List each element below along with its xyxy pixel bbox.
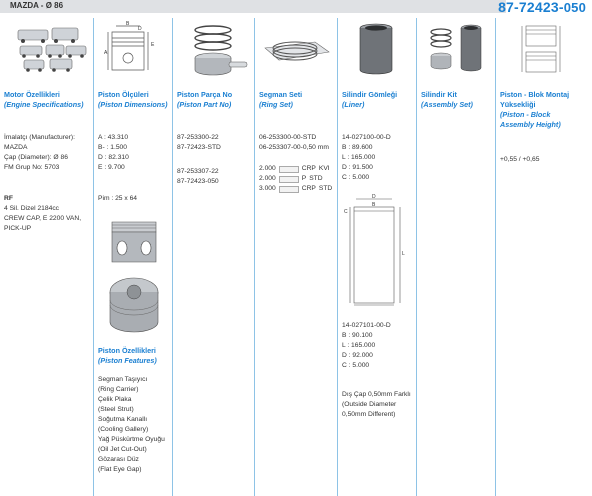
- vehicles-image: [0, 18, 93, 80]
- assembly-heading: Piston - Blok Montaj Yüksekliği (Piston - Block Assembly Height): [500, 90, 570, 129]
- assembly-set-image: [417, 18, 495, 80]
- diagram-label-a: A: [104, 50, 108, 56]
- liner-column: [338, 18, 417, 496]
- dimensions-values: A : 43.310 B- : 1.500 D : 82.310 E : 9.700: [98, 134, 129, 171]
- dimensions-heading: Piston Ölçüleri (Piston Dimensions): [98, 90, 168, 109]
- engine-code-info: RF 4 Sil. Dizel 2184cc CREW CAP, E 2200 VAN, PICK-UP: [4, 195, 82, 232]
- liner-label-b: B: [372, 202, 376, 208]
- ring-set-image: [255, 18, 337, 80]
- top-bar: [0, 0, 592, 18]
- kit-heading: Silindir Kit (Assembly Set): [421, 90, 473, 109]
- part-no-group-1: 87-253300-22 87-72423-STD: [177, 134, 221, 151]
- part-no-heading: Piston Parça No (Piston Part No): [177, 90, 233, 109]
- block-assembly-image: [496, 18, 592, 80]
- liner-image: [338, 18, 416, 80]
- diagram-label-b: B: [126, 21, 130, 27]
- liner-heading: Silindir Gömleği (Liner): [342, 90, 398, 109]
- ring-list: [259, 164, 335, 194]
- engine-column: [0, 18, 94, 496]
- features-list: Segman Taşıyıcı (Ring Carrier) Çelik Plaka (Steel Strut) Soğutma Kanallı (Cooling Gallery) Yağ Püskürtme Oyuğu (Oil Jet Cut-Out) Gözarası Düz (Flat Eye Gap): [98, 376, 165, 473]
- piston-top-image: [108, 272, 160, 334]
- ring-row: 2.000 P STD: [259, 175, 323, 182]
- diagram-label-e: E: [151, 42, 155, 48]
- piston-dimension-diagram: [94, 18, 172, 80]
- dimensions-column: [94, 18, 173, 496]
- assembly-height-value: +0,55 / +0,65: [500, 156, 540, 163]
- liner-label-c: C: [344, 209, 348, 215]
- ring-set-column: [255, 18, 338, 496]
- piston-rings-image: [173, 18, 254, 80]
- diagram-label-d: D: [138, 26, 142, 32]
- part-code-main: 87-72423-: [498, 0, 564, 15]
- liner-diagram: [342, 193, 412, 313]
- engine-info: İmalatçı (Manufacturer): MAZDA Çap (Diameter): Ø 86 FM Grup No: 5703: [4, 134, 75, 171]
- features-heading: Piston Özellikleri (Piston Features): [98, 346, 157, 365]
- ring-row: 3.000 CRP STD: [259, 185, 333, 192]
- liner-label-l: L: [402, 251, 405, 257]
- liner-set-2: 14-027101-00-D B : 90.100 L : 165.000 D : 92.000 C : 5.000: [342, 322, 391, 369]
- part-no-column: [173, 18, 255, 496]
- liner-set-1: 14-027100-00-D B : 89.600 L : 165.000 D : 91.500 C : 5.000: [342, 134, 391, 181]
- liner-label-d: D: [372, 194, 376, 200]
- part-code-suffix: 050: [563, 0, 586, 15]
- engine-heading: Motor Özellikleri (Engine Specifications): [4, 90, 84, 109]
- title-bar: [0, 0, 506, 13]
- page-title: MAZDA - Ø 86: [10, 1, 64, 10]
- ring-row: 2.000 CRP KVI: [259, 165, 330, 172]
- part-code: [498, 0, 586, 15]
- ring-set-codes: 06-253300-00-STD 06-253307-00-0,50 mm: [259, 134, 329, 151]
- pin-size: Pim : 25 x 64: [98, 195, 138, 202]
- ring-set-heading: Segman Seti (Ring Set): [259, 90, 303, 109]
- piston-side-image: [108, 218, 160, 266]
- liner-note: Dış Çap 0,50mm Farklı (Outside Diameter 0,50mm Different): [342, 391, 411, 418]
- assembly-height-column: [496, 18, 592, 496]
- part-no-group-2: 87-253307-22 87-72423-050: [177, 168, 219, 185]
- kit-column: [417, 18, 496, 496]
